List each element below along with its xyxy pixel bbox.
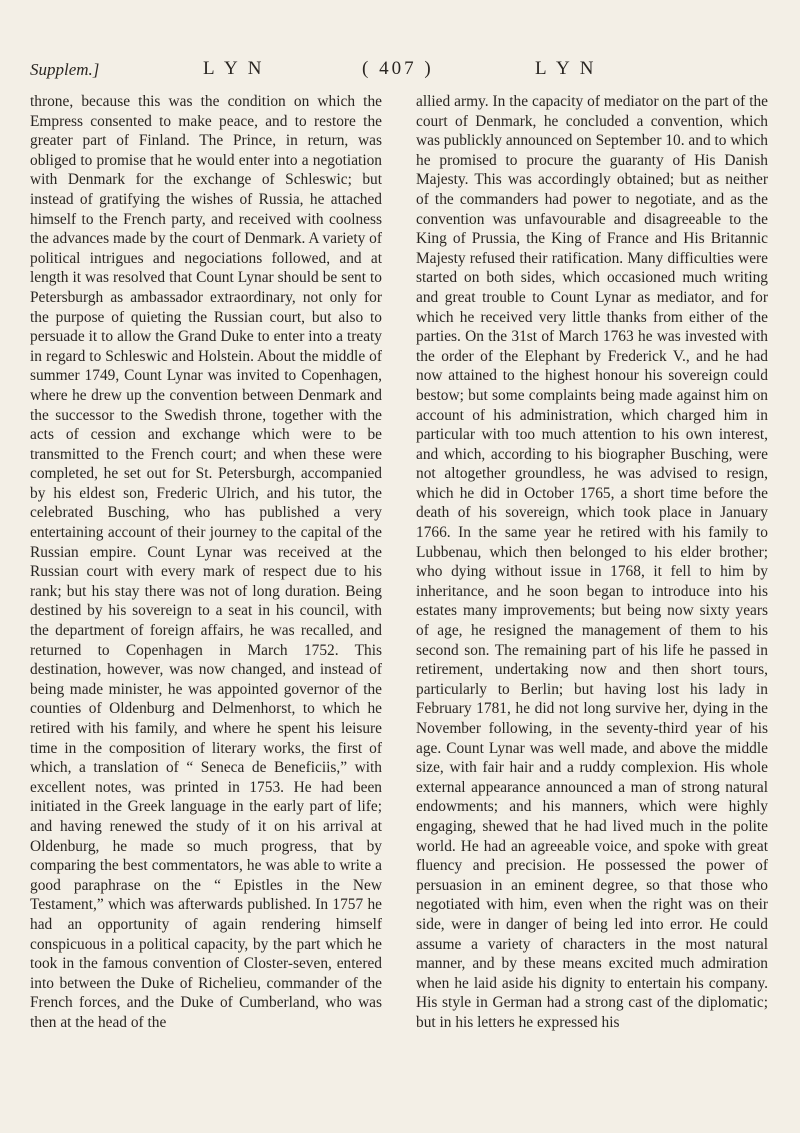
body-text-left: throne, because this was the condition on which the Empress consented to make peace, and to restore the greater part of Finland. The Prince, in return, was obliged to promise that he would enter into a negotiation with Denmark for the exchange of Schleswic; but instead of gratifying the wishes of Russia, he attached himself to the French party, and received with coolness the advances made by the court of Denmark. A variety of political intrigues and negociations followed, and at length it was resolved that Count Lynar should be sent to Petersburgh as ambassador extraordinary, not only for the purpose of quieting the Russian court, but also to persuade it to allow the Grand Duke to enter into a treaty in regard to Schleswic and Holstein. About the middle of summer 1749, Count Lynar was invited to Copenhagen, where he drew up the convention between Denmark and the successor to the Swedish throne, together with the acts of cession and exchange which were to be transmitted to the French court; and when these were completed, he set out for St. Petersburgh, accompanied by his eldest son, Frederic Ulrich, and his tutor, the celebrated Busching, who has published a very entertaining account of their journey to the capital of the Russian empire. Count Lynar was received at the Russian court with every mark of respect due to his rank; but his stay there was not of long duration. Being destined by his sovereign to a seat in his council, with the department of foreign affairs, he was recalled, and returned to Copenhagen in March 1752. This destination, however, was now changed, and instead of being made minister, he was appointed governor of the counties of Oldenburg and Delmenhorst, to which he retired with his family, and where he spent his leisure time in the composition of literary works, the first of which, a translation of “ Seneca de Beneficiis,” with excellent notes, was printed in 1753. He had been initiated in the Greek language in the early part of life; and having renewed the study of it on his arrival at Oldenburg, he made so much progress, that by comparing the best commentators, he was able to write a good paraphrase on the “ Epistles in the New Testament,” which was afterwards published. In 1757 he had an opportunity of again rendering himself conspicuous in a political capacity, by the part which he took in the famous convention of Closter-seven, entered into between the Duke of Richelieu, commander of the French forces, and the Duke of Cumberland, who was then at the head of the: [30, 93, 382, 1031]
body-text-right: allied army. In the capacity of mediator on the part of the court of Denmark, he concluded a convention, which was publickly announced on September 10. and to which he promised to procure the guaranty of His Danish Majesty. This was accordingly obtained; but as neither of the commanders had power to negotiate, and as the convention was unfavourable and disagreeable to the King of Prussia, the King of France and His Britannic Majesty refused their ratification. Many difficulties were started on both sides, which occasioned much writing and great trouble to Count Lynar as mediator, and for which he received very little thanks from either of the parties. On the 31st of March 1763 he was invested with the order of the Elephant by Frederick V., and he had now attained to the highest honour his sovereign could bestow; but some complaints being made against him on account of his administration, which charged him in particular with too much attention to his own interest, and which, according to his biographer Busching, were not altogether groundless, he was advised to resign, which he did in October 1765, a short time before the death of his sovereign, which took place in January 1766. In the same year he retired with his family to Lubbenau, which then belonged to his elder brother; who dying without issue in 1768, it fell to him by inheritance, and he soon began to introduce into his estates many improvements; but being now sixty years of age, he resigned the management of them to his second son. The remaining part of his life he passed in retirement, undertaking now and then short tours, particularly to Berlin; but having lost his lady in February 1781, he did not long survive her, dying in the November following, in the seventy-third year of his age. Count Lynar was well made, and above the middle size, with fair hair and a ruddy complexion. His whole external appearance announced a man of strong natural endowments; and his manners, which were highly engaging, shewed that he had lived much in the polite world. He had an agreeable voice, and spoke with great fluency and precision. He possessed the power of persuasion in an eminent degree, so that those who negotiated with him, even when the right was on their side, were in danger of being led into error. He could assume a variety of characters in the most natural manner, and by these means excited much admiration when he laid aside his dignity to entertain his company. His style in German had a strong cast of the diplomatic; but in his letters he expressed his: [416, 93, 768, 1031]
page-number: ( 407 ): [362, 58, 434, 79]
text-column-left: [30, 92, 382, 1033]
running-header: [30, 58, 770, 88]
header-catchword-left: L Y N: [203, 58, 265, 79]
header-section-label: Supplem.]: [30, 60, 100, 79]
header-catchword-right: L Y N: [535, 58, 597, 79]
text-column-right: [416, 92, 768, 1033]
